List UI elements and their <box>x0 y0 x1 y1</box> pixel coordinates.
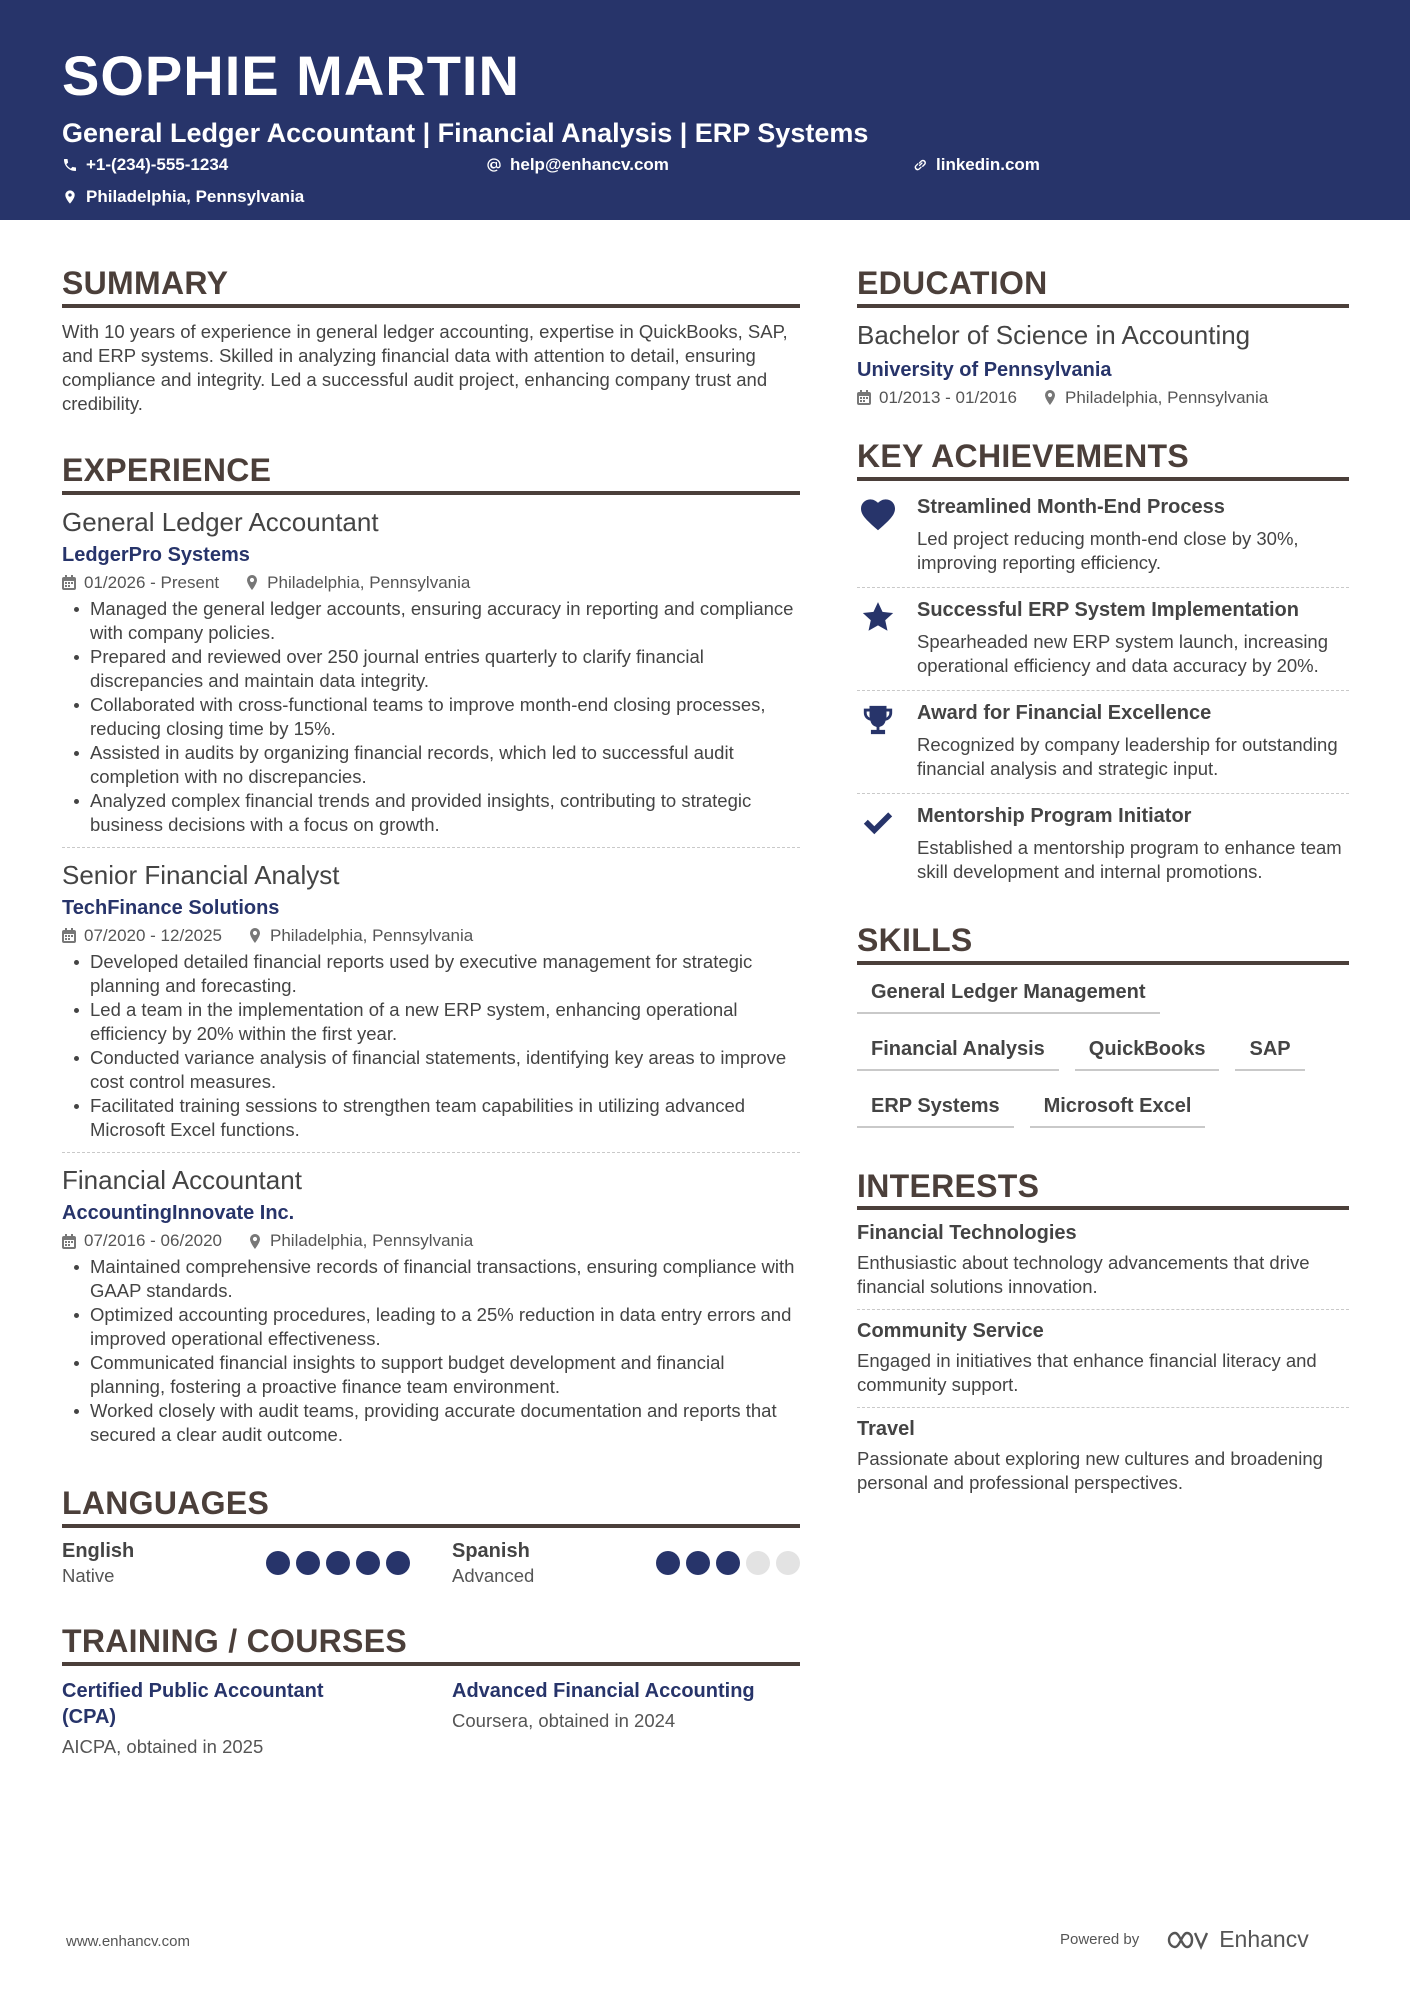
job-title: Senior Financial Analyst <box>62 859 340 890</box>
job-bullets <box>62 1255 800 1447</box>
job-entry <box>62 1152 800 1457</box>
contact-phone <box>62 155 228 175</box>
course-provider: Coursera, obtained in 2024 <box>452 1709 676 1731</box>
summary-heading: SUMMARY <box>62 265 800 308</box>
candidate-title: General Ledger Accountant | Financial Analysis | ERP Systems <box>62 118 869 148</box>
rating-dot-empty <box>746 1551 770 1575</box>
job-bullet: Analyzed complex financial trends and provided insights, contributing to strategic business decisions with a focus on growth. <box>62 789 800 837</box>
powered-by-text: Powered by <box>1060 1931 1140 1948</box>
interest-title: Travel <box>857 1418 915 1441</box>
rating-dot-filled <box>656 1551 680 1575</box>
trophy-icon <box>859 703 897 737</box>
skill-tag: SAP <box>1235 1034 1304 1071</box>
skills-heading: SKILLS <box>857 922 1349 965</box>
skill-tag: Financial Analysis <box>857 1034 1059 1071</box>
experience-heading: EXPERIENCE <box>62 452 800 495</box>
job-bullets <box>62 950 800 1142</box>
brand-logo[interactable] <box>1165 1926 1309 1953</box>
experience-section <box>62 452 800 1457</box>
job-bullet: Developed detailed financial reports used by executive management for strategic planning and forecasting. <box>62 950 800 998</box>
achievement-title: Mentorship Program Initiator <box>917 804 1192 827</box>
skill-tag: ERP Systems <box>857 1091 1014 1128</box>
language-name: Spanish <box>452 1539 530 1562</box>
language-name: English <box>62 1539 135 1562</box>
interest-desc: Enthusiastic about technology advancements that drive financial solutions innovation. <box>857 1252 1310 1298</box>
calendar-icon <box>62 1234 76 1249</box>
course-item <box>62 1678 410 1758</box>
education-dates: 01/2013 - 01/2016 <box>879 387 1018 407</box>
calendar-icon <box>62 575 76 590</box>
link-icon <box>912 157 928 173</box>
resume-header <box>0 0 1410 220</box>
location-pin-icon <box>1043 390 1057 405</box>
skills-section <box>857 922 1349 1128</box>
job-company: TechFinance Solutions <box>62 896 280 919</box>
brand-name: Enhancv <box>1219 1926 1309 1952</box>
achievement-title: Successful ERP System Implementation <box>917 598 1299 621</box>
rating-dot-empty <box>776 1551 800 1575</box>
job-title: Financial Accountant <box>62 1164 302 1195</box>
rating-dot-filled <box>296 1551 320 1575</box>
training-section <box>62 1623 800 1758</box>
achievement-title: Streamlined Month-End Process <box>917 495 1225 518</box>
job-bullet: Conducted variance analysis of financial statements, identifying key areas to improve cost control measures. <box>62 1046 800 1094</box>
achievement-desc: Led project reducing month-end close by 30%, improving reporting efficiency. <box>917 527 1299 573</box>
interest-item <box>857 1407 1349 1505</box>
language-item <box>62 1540 410 1587</box>
education-meta <box>857 388 1349 408</box>
job-meta <box>62 573 800 593</box>
rating-dot-filled <box>356 1551 380 1575</box>
job-dates: 01/2026 - Present <box>84 572 220 592</box>
job-bullet: Maintained comprehensive records of financial transactions, ensuring compliance with GAAP standards. <box>62 1255 800 1303</box>
rating-dot-filled <box>686 1551 710 1575</box>
job-bullet: Assisted in audits by organizing financial records, which led to successful audit completion with no discrepancies. <box>62 741 800 789</box>
at-sign-icon <box>486 157 502 173</box>
interests-heading: INTERESTS <box>857 1168 1349 1211</box>
job-bullet: Led a team in the implementation of a new ERP system, enhancing operational efficiency by 20% within the first year. <box>62 998 800 1046</box>
training-heading: TRAINING / COURSES <box>62 1623 800 1666</box>
candidate-name: SOPHIE MARTIN <box>62 44 520 107</box>
job-entry <box>62 847 800 1152</box>
languages-section <box>62 1485 800 1587</box>
interest-desc: Engaged in initiatives that enhance financial literacy and community support. <box>857 1350 1317 1396</box>
achievement-desc: Spearheaded new ERP system launch, increasing operational efficiency and data accuracy by 20%. <box>917 630 1329 676</box>
checkmark-icon <box>859 806 897 840</box>
phone-icon <box>62 157 78 173</box>
job-bullet: Collaborated with cross-functional teams to improve month-end closing processes, reducing closing time by 15%. <box>62 693 800 741</box>
rating-dot-filled <box>386 1551 410 1575</box>
location-pin-icon <box>245 575 259 590</box>
languages-heading: LANGUAGES <box>62 1485 800 1528</box>
course-provider: AICPA, obtained in 2025 <box>62 1735 264 1757</box>
education-degree: Bachelor of Science in Accounting <box>857 319 1251 350</box>
job-bullet: Optimized accounting procedures, leading to a 25% reduction in data entry errors and improved operational effectiveness. <box>62 1303 800 1351</box>
course-item <box>452 1678 800 1758</box>
enhancv-logo-icon <box>1165 1928 1211 1952</box>
job-dates: 07/2016 - 06/2020 <box>84 1231 223 1251</box>
contact-linkedin[interactable] <box>912 155 1040 175</box>
star-icon <box>859 600 897 634</box>
contact-email[interactable] <box>486 155 669 175</box>
achievement-item <box>857 587 1349 690</box>
education-heading: EDUCATION <box>857 265 1349 308</box>
language-level: Native <box>62 1564 115 1586</box>
summary-section <box>62 265 800 416</box>
job-location: Philadelphia, Pennsylvania <box>270 925 474 945</box>
achievement-item <box>857 690 1349 793</box>
job-bullet: Managed the general ledger accounts, ensuring accuracy in reporting and compliance with company policies. <box>62 597 800 645</box>
education-section <box>857 265 1349 408</box>
summary-text: With 10 years of experience in general ledger accounting, expertise in QuickBooks, SAP, and ERP systems. Skilled in analyzing financial data with attention to detail, ensuring compliance and integrity. Led a successful audit project, enhancing company trust and credibility. <box>62 320 788 414</box>
job-location: Philadelphia, Pennsylvania <box>267 572 471 592</box>
rating-dot-filled <box>266 1551 290 1575</box>
course-title: Advanced Financial Accounting <box>452 1679 755 1702</box>
rating-dot-filled <box>326 1551 350 1575</box>
footer-website[interactable]: www.enhancv.com <box>66 1933 190 1950</box>
job-bullet: Facilitated training sessions to strengthen team capabilities in utilizing advanced Microsoft Excel functions. <box>62 1094 800 1142</box>
phone-text: +1-(234)-555-1234 <box>86 155 229 174</box>
achievement-desc: Recognized by company leadership for outstanding financial analysis and strategic input. <box>917 733 1338 779</box>
interest-desc: Passionate about exploring new cultures and broadening personal and professional perspectives. <box>857 1448 1323 1494</box>
job-company: AccountingInnovate Inc. <box>62 1202 295 1225</box>
rating-dot-filled <box>716 1551 740 1575</box>
email-text: help@enhancv.com <box>510 155 669 174</box>
skill-tag: General Ledger Management <box>857 977 1160 1014</box>
achievement-title: Award for Financial Excellence <box>917 701 1212 724</box>
course-title: Certified Public Accountant (CPA) <box>62 1679 324 1728</box>
job-meta <box>62 1231 800 1251</box>
job-meta <box>62 926 800 946</box>
language-level: Advanced <box>452 1564 535 1586</box>
job-location: Philadelphia, Pennsylvania <box>270 1231 474 1251</box>
interests-section <box>857 1168 1349 1506</box>
skill-tag: Microsoft Excel <box>1030 1091 1206 1128</box>
heart-icon <box>859 497 897 531</box>
language-item <box>452 1540 800 1587</box>
interest-title: Community Service <box>857 1320 1044 1343</box>
job-title: General Ledger Accountant <box>62 506 379 537</box>
location-pin-icon <box>248 928 262 943</box>
job-bullets <box>62 597 800 837</box>
achievement-desc: Established a mentorship program to enhance team skill development and internal promotions. <box>917 836 1342 882</box>
location-text: Philadelphia, Pennsylvania <box>86 187 305 206</box>
location-pin-icon <box>248 1234 262 1249</box>
calendar-icon <box>62 928 76 943</box>
job-dates: 07/2020 - 12/2025 <box>84 925 223 945</box>
language-rating <box>266 1551 410 1575</box>
contact-location <box>62 187 304 207</box>
achievement-item <box>857 485 1349 587</box>
achievements-heading: KEY ACHIEVEMENTS <box>857 438 1349 481</box>
achievement-item <box>857 793 1349 896</box>
education-school: University of Pennsylvania <box>857 358 1112 381</box>
job-entry <box>62 507 800 847</box>
education-location: Philadelphia, Pennsylvania <box>1065 387 1269 407</box>
right-column <box>857 265 1349 1541</box>
job-bullet: Communicated financial insights to support budget development and financial planning, fostering a proactive finance team environment. <box>62 1351 800 1399</box>
job-bullet: Prepared and reviewed over 250 journal entries quarterly to clarify financial discrepancies and maintain data integrity. <box>62 645 800 693</box>
language-rating <box>656 1551 800 1575</box>
footer-branding <box>1060 1926 1309 1953</box>
left-column <box>62 265 800 1794</box>
achievements-section <box>857 438 1349 896</box>
interest-title: Financial Technologies <box>857 1222 1077 1245</box>
location-pin-icon <box>62 189 78 205</box>
skill-tag: QuickBooks <box>1075 1034 1220 1071</box>
linkedin-text: linkedin.com <box>936 155 1040 174</box>
calendar-icon <box>857 390 871 405</box>
interest-item <box>857 1218 1349 1309</box>
job-bullet: Worked closely with audit teams, providing accurate documentation and reports that secured a clear audit outcome. <box>62 1399 800 1447</box>
job-company: LedgerPro Systems <box>62 543 250 566</box>
interest-item <box>857 1309 1349 1407</box>
